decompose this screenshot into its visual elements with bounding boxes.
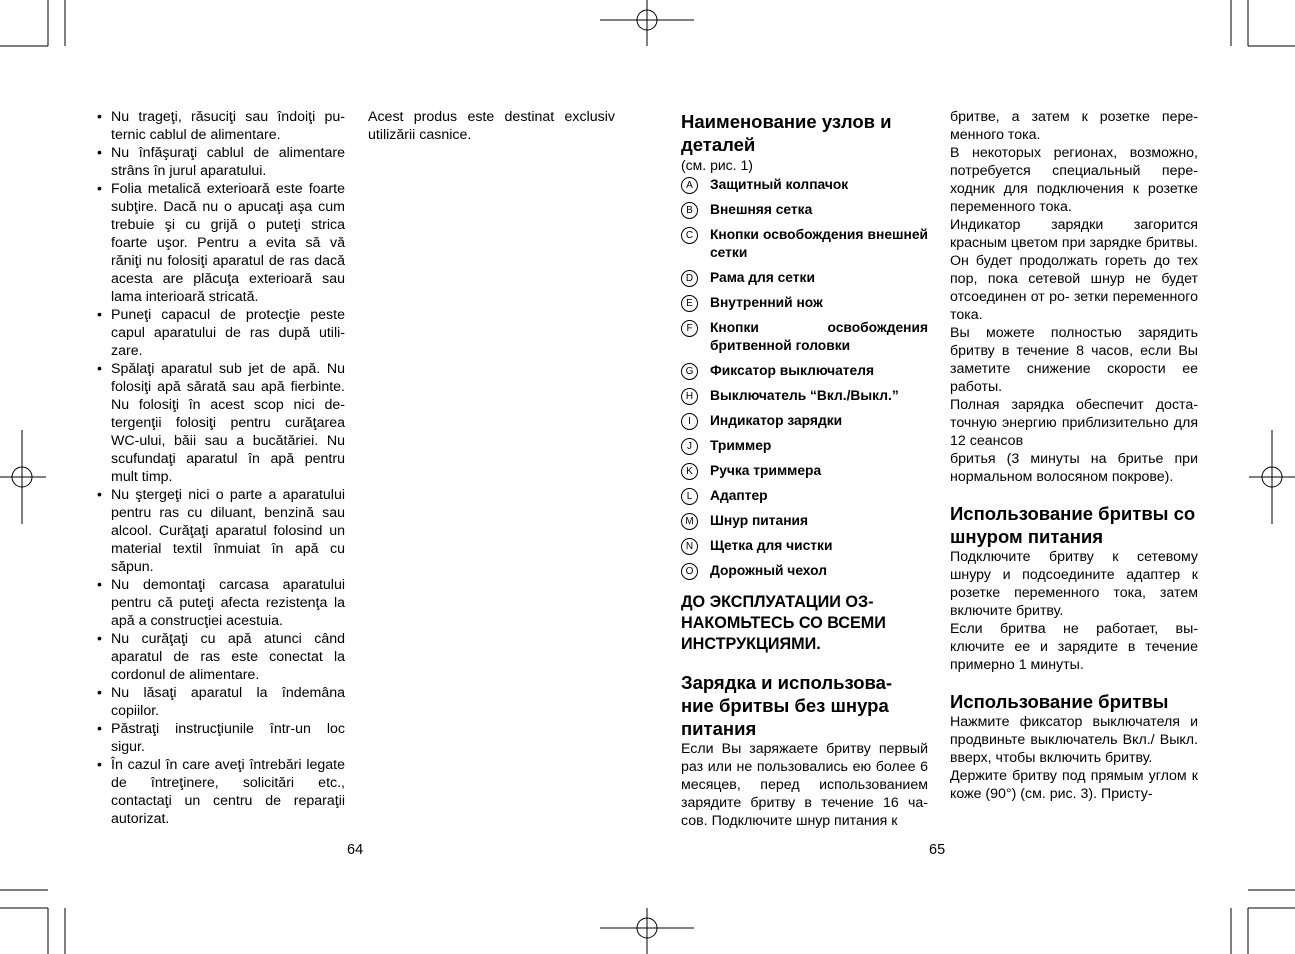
energy-paragraph: Полная зарядка обеспечит доста- точную энергию приблизительно для 12 сеансов	[950, 397, 1198, 449]
part-letter-badge: F	[681, 320, 698, 337]
part-name: Защитный колпачок	[710, 177, 849, 192]
part-name: Фиксатор выключателя	[710, 363, 875, 378]
safety-bullet: • În cazul în care aveţi întrebări legate de întreţinere, solicitări etc., contactaţi un centru de reparaţii autorizat.	[96, 756, 345, 828]
parts-list-item	[681, 387, 928, 405]
part-letter-badge: C	[681, 227, 698, 244]
part-letter-badge: M	[681, 513, 698, 530]
safety-bullet: • Spălaţi aparatul sub jet de apă. Nu folosiţi apă sărată sau apă fierbinte. Nu folosiţi în acest scop nici de- tergenţii folosiţi pentru curăţarea WC-ului, băii sau a bucătăriei. Nu scufundaţi aparatul în apă pentru mult timp.	[96, 360, 345, 486]
part-name: Внешняя сетка	[710, 202, 813, 217]
charging-heading: Зарядка и использова- ние бритвы без шнура питания	[681, 672, 893, 739]
sessions-paragraph: бритья (3 минуты на бритье при нормальном волосяном покрове).	[950, 451, 1198, 485]
safety-bullet: • Puneţi capacul de protecţie peste capul aparatului de ras după utili- zare.	[96, 306, 345, 360]
parts-list-item	[681, 319, 928, 355]
cord-use-paragraph-2: Если бритва не работает, вы- ключите ее и зарядите в течение примерно 1 минуты.	[950, 621, 1198, 673]
safety-bullet: • Nu înfăşuraţi cablul de alimentare strâns în jurul aparatului.	[96, 144, 345, 180]
parts-list-item	[681, 562, 928, 580]
parts-list-item	[681, 512, 928, 530]
parts-list-item	[681, 176, 928, 194]
part-letter-badge: E	[681, 295, 698, 312]
part-letter-badge: N	[681, 538, 698, 555]
part-name: Ручка триммера	[710, 463, 822, 478]
parts-list	[681, 176, 928, 580]
parts-list-item	[681, 226, 928, 262]
household-use-note: Acest produs este destinat exclusiv utilizării casnice.	[368, 109, 615, 143]
safety-bullet: • Păstraţi instrucţiunile într-un loc sigur.	[96, 720, 345, 756]
left-page-bullets-column	[96, 108, 345, 828]
part-letter-badge: A	[681, 177, 698, 194]
page-number-left: 64	[347, 842, 364, 858]
safety-bullet: • Folia metalică exterioară este foarte subţire. Dacă nu o apucaţi aşa cum trebuie şi cu grijă o puteţi strica foarte uşor. Pentru a evita să vă răniţi nu folosiţi aparatul de ras dacă acesta are plăcuţa exterioară sau lama interioară stricată.	[96, 180, 345, 306]
part-letter-badge: G	[681, 363, 698, 380]
parts-list-item	[681, 201, 928, 219]
part-letter-badge: O	[681, 563, 698, 580]
safety-bullet: • Nu curăţaţi cu apă atunci când aparatul de ras este conectat la cordonul de alimentare.	[96, 630, 345, 684]
part-name: Адаптер	[710, 488, 768, 503]
parts-list-item	[681, 269, 928, 287]
charging-paragraph-continued: бритве, а затем к розетке пере- менного тока.	[950, 109, 1198, 143]
part-letter-badge: J	[681, 438, 698, 455]
safety-bullet: • Nu ştergeţi nici o parte a aparatului pentru ras cu diluant, benzină sau alcool. Curăţaţi aparatul folosind un material textil înmuiat în apă cu săpun.	[96, 486, 345, 576]
part-name: Дорожный чехол	[710, 563, 827, 578]
part-name: Внутренний нож	[710, 295, 823, 310]
right-page-parts-column	[681, 108, 928, 830]
part-name: Индикатор зарядки	[710, 413, 843, 428]
part-name: Шнур питания	[710, 513, 809, 528]
part-letter-badge: B	[681, 202, 698, 219]
parts-list-item	[681, 487, 928, 505]
part-name: Рама для сетки	[710, 270, 815, 285]
left-page-note-column	[368, 108, 615, 144]
part-name: Щетка для чистки	[710, 538, 833, 553]
part-name: Триммер	[710, 438, 772, 453]
parts-list-item	[681, 462, 928, 480]
full-charge-paragraph: Вы можете полностью зарядить бритву в течение 8 часов, если Вы заметите снижение скорости ее работы.	[950, 325, 1198, 395]
part-name: Кнопки освобождения бритвенной головки	[710, 320, 928, 353]
parts-heading: Наименование узлов и деталей	[681, 111, 892, 155]
part-letter-badge: H	[681, 388, 698, 405]
part-letter-badge: I	[681, 413, 698, 430]
safety-bullet: • Nu lăsaţi aparatul la îndemâna copiilor.	[96, 684, 345, 720]
part-name: Выключатель “Вкл./Выкл.”	[710, 388, 899, 403]
charging-paragraph: Если Вы заряжаете бритву первый раз или не пользовались ею более 6 месяцев, перед использованием зарядите бритву в течение 16 ча- сов. Подключите шнур питания к	[681, 741, 928, 829]
charge-indicator-paragraph: Индикатор зарядки загорится красным цветом при зарядке бритвы. Он будет продолжать гореть до тех пор, пока сетевой шнур не будет отсоединен от ро- зетки переменного тока.	[950, 217, 1198, 323]
part-letter-badge: K	[681, 463, 698, 480]
shaver-use-paragraph: Нажмите фиксатор выключателя и продвиньте выключатель Вкл./ Выкл. вверх, чтобы включить бритву.	[950, 714, 1198, 766]
shaver-use-heading: Использование бритвы	[950, 691, 1169, 712]
part-letter-badge: L	[681, 488, 698, 505]
page-number-right: 65	[929, 842, 946, 858]
safety-bullet-list	[96, 108, 345, 828]
cord-use-heading: Использование бритвы со шнуром питания	[950, 503, 1196, 547]
adapter-paragraph: В некоторых регионах, возможно, потребуется специальный пере- ходник для подключения к розетке переменного тока.	[950, 145, 1198, 215]
part-letter-badge: D	[681, 270, 698, 287]
right-page-usage-column	[950, 108, 1198, 803]
parts-list-item	[681, 537, 928, 555]
safety-bullet: • Nu trageţi, răsuciţi sau îndoiţi pu- ternic cablul de alimentare.	[96, 108, 345, 144]
parts-list-item	[681, 362, 928, 380]
parts-list-item	[681, 294, 928, 312]
read-instructions-warning: ДО ЭКСПЛУАТАЦИИ ОЗ- НАКОМЬТЕСЬ СО ВСЕМИ ИНСТРУКЦИЯМИ.	[681, 593, 886, 653]
parts-list-item	[681, 437, 928, 455]
parts-figure-ref: (см. рис. 1)	[681, 157, 753, 173]
cord-use-paragraph: Подключите бритву к сетевому шнуру и подсоедините адаптер к розетке переменного тока, затем включите бритву.	[950, 549, 1198, 619]
safety-bullet: • Nu demontaţi carcasa aparatului pentru că puteţi afecta rezistenţa la apă a construcţiei acestuia.	[96, 576, 345, 630]
parts-list-item	[681, 412, 928, 430]
part-name: Кнопки освобождения внешней сетки	[710, 227, 928, 260]
shaver-angle-paragraph: Держите бритву под прямым углом к коже (90°) (см. рис. 3). Присту-	[950, 768, 1198, 802]
